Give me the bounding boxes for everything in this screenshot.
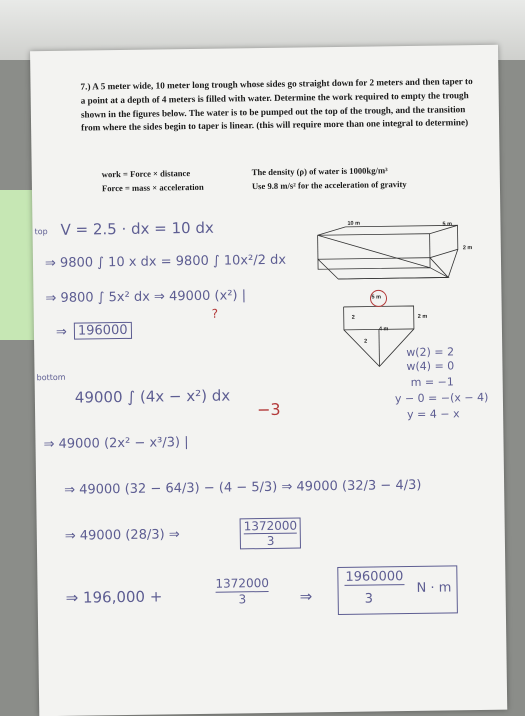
bottom-result bbox=[240, 518, 302, 550]
cs-left-label: 2 bbox=[352, 315, 355, 321]
depth-label: 2 m bbox=[463, 245, 473, 251]
minus-three-note: −3 bbox=[257, 400, 281, 419]
problem-statement: 7.) A 5 meter wide, 10 meter long trough whose sides go straight down for 2 meters and then taper to a point at a depth of 4 meters is filled with water. Determine the work required to empty the trough shown in the figures below. The water is to be pumped out the top of the trough, and the transition from where the sides begin to taper is linear. (this will require more than one integral to determine) bbox=[80, 75, 476, 136]
trough-figure bbox=[308, 225, 469, 287]
side-note-5: y = 4 − x bbox=[407, 407, 460, 421]
width-label: 5 m bbox=[442, 221, 452, 227]
sum-numerator: 1372000 bbox=[215, 576, 269, 593]
work-formula: work = Force × distance bbox=[102, 166, 252, 181]
volume-line: V = 2.5 · dx = 10 dx bbox=[60, 219, 214, 239]
integral-line-1: ⇒ 9800 ∫ 10 x dx = 9800 ∫ 10x²/2 dx bbox=[45, 253, 286, 271]
sum-fraction bbox=[215, 576, 269, 608]
force-formula: Force = mass × acceleration bbox=[102, 180, 252, 195]
final-arrow: ⇒ bbox=[300, 587, 313, 605]
evaluation-line: ⇒ 49000 (32 − 64/3) − (4 − 5/3) ⇒ 49000 (32/3 − 4/3) bbox=[64, 478, 421, 498]
sum-denominator: 3 bbox=[216, 592, 270, 608]
worksheet-page bbox=[30, 45, 507, 716]
bottom-tag: bottom bbox=[37, 373, 66, 382]
final-denominator: 3 bbox=[365, 592, 373, 607]
formula-block bbox=[102, 163, 482, 168]
length-label: 10 m bbox=[347, 221, 360, 227]
cs-right-label: 2 m bbox=[418, 314, 428, 320]
side-note-4: y − 0 = −(x − 4) bbox=[395, 391, 489, 405]
final-answer-box bbox=[337, 565, 458, 615]
top-tag: top bbox=[34, 227, 47, 236]
final-numerator: 1960000 bbox=[344, 569, 404, 586]
side-note-2: w(4) = 0 bbox=[406, 359, 454, 373]
antiderivative-line: ⇒ 49000 (2x² − x³/3) | bbox=[43, 435, 188, 452]
result-arrow: ⇒ bbox=[56, 325, 67, 340]
bottom-result-numerator: 1372000 bbox=[244, 519, 298, 535]
final-unit: N · m bbox=[416, 580, 451, 595]
cs-low-label: 2 bbox=[364, 339, 367, 345]
cs-width-label: 5 m bbox=[371, 294, 381, 300]
side-note-1: w(2) = 2 bbox=[406, 345, 454, 359]
bottom-integral: 49000 ∫ (4x − x²) dx bbox=[75, 387, 231, 407]
cs-mid-label: 4 m bbox=[379, 326, 389, 332]
sum-line: ⇒ 196,000 + bbox=[66, 587, 163, 606]
simplified-line: ⇒ 49000 (28/3) ⇒ bbox=[65, 527, 180, 544]
gravity-note: Use 9.8 m/s² for the acceleration of gravity bbox=[252, 177, 492, 193]
question-mark: ? bbox=[212, 307, 219, 321]
side-note-3: m = −1 bbox=[411, 375, 454, 389]
top-result: 196000 bbox=[74, 322, 132, 340]
density-note: The density (ρ) of water is 1000kg/m³ bbox=[252, 163, 492, 179]
integral-line-2: ⇒ 9800 ∫ 5x² dx ⇒ 49000 (x²) | bbox=[45, 288, 246, 306]
bottom-result-denominator: 3 bbox=[244, 534, 298, 549]
